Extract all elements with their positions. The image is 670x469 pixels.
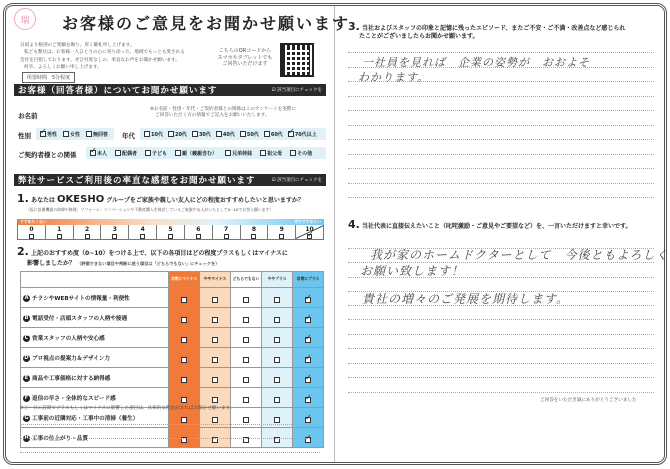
option-label: 配偶者 [122, 150, 138, 157]
checkbox[interactable] [181, 337, 187, 343]
checkbox[interactable] [29, 234, 34, 239]
gender-option-female[interactable] [63, 131, 80, 138]
handwritten-answer-4-line1: 我が家のホームドクターとして 今後ともよろしく [370, 248, 669, 262]
item-text: 営業スタッフの人柄や安心感 [32, 335, 105, 342]
scale-option-3[interactable] [101, 225, 129, 239]
section-title: 弊社サービスご利用後の率直な感想をお聞かせ願います [18, 176, 256, 186]
checkbox[interactable] [260, 150, 266, 156]
question-1 [17, 192, 304, 205]
checkbox[interactable] [305, 297, 311, 303]
gender-options [36, 128, 114, 140]
checkbox[interactable] [307, 234, 312, 239]
gender-label: 性別 [18, 132, 31, 140]
item-text: 商品や工事価格に対する納得感 [32, 375, 111, 382]
relation-option-child[interactable] [145, 150, 167, 157]
check-hint-text: 該当項目にチェックを [277, 178, 322, 183]
letter-badge: G [24, 414, 29, 421]
column-neutral: どちらでもない [231, 272, 262, 288]
table-row [21, 348, 324, 368]
checkbox[interactable] [243, 317, 249, 323]
age-label: 年代 [122, 132, 135, 140]
scale-value: 8 [251, 225, 256, 233]
item-text: 返信の早さ・全体的なスピード感 [32, 395, 116, 402]
answer-line[interactable] [348, 139, 654, 140]
question-number: 4. [348, 218, 360, 231]
privacy-note-line: ※お名前・性別・年代・ご契約者様との関係はこのアンケートを実際に [150, 107, 296, 112]
scale-option-10[interactable] [296, 225, 323, 239]
item-label [21, 368, 169, 388]
scale-option-7[interactable] [213, 225, 241, 239]
checkbox[interactable] [243, 377, 249, 383]
option-label: 男性 [47, 131, 58, 138]
answer-line[interactable] [20, 452, 320, 453]
intro-line: 私ども弊社は、お客様一人ひとりの心に寄り添った、地域でもっとも愛される [24, 50, 185, 56]
duration-badge: 所要時間 5分程度 [22, 72, 75, 83]
checkbox[interactable] [175, 150, 181, 156]
answer-line[interactable] [348, 377, 654, 378]
gender-option-male[interactable] [40, 131, 57, 138]
checkbox[interactable] [243, 417, 249, 423]
option-label: 祖父母 [267, 150, 283, 157]
checkbox[interactable] [168, 234, 173, 239]
checkbox[interactable] [112, 234, 117, 239]
checkbox[interactable] [274, 317, 280, 323]
scale-option-1[interactable] [46, 225, 74, 239]
option-label: 60代 [270, 131, 283, 138]
item-text: チラシやWEBサイトの情報量・利便性 [32, 295, 130, 302]
checkbox[interactable] [145, 150, 151, 156]
checkbox[interactable] [305, 357, 311, 363]
checkbox[interactable] [274, 417, 280, 423]
question-2 [17, 245, 288, 258]
checkbox[interactable] [305, 417, 311, 423]
rating-table-header [21, 272, 324, 288]
scale-value: 6 [196, 225, 201, 233]
age-option-40s[interactable] [216, 131, 235, 138]
letter-badge: E [24, 374, 29, 381]
handwritten-answer-4-line3: 貴社の増々のご発展を期待します。 [362, 292, 570, 306]
checkbox[interactable] [85, 234, 90, 239]
gender-option-none[interactable] [86, 131, 108, 138]
age-option-30s[interactable] [192, 131, 211, 138]
relation-options [86, 147, 326, 159]
thanks-note: ご回答をいただき誠にありがとうございました [540, 398, 637, 403]
table-row [21, 368, 324, 388]
age-option-20s[interactable] [168, 131, 187, 138]
checkbox[interactable] [181, 417, 187, 423]
option-label: 30代 [198, 131, 211, 138]
answer-line[interactable] [348, 319, 654, 320]
relation-label: ご契約者様との関係 [18, 151, 77, 159]
checkbox[interactable] [274, 297, 280, 303]
item-text: プロ視点の提案力＆デザイン力 [32, 355, 110, 362]
check-hint: ☑ 該当項目にチェックを [271, 178, 322, 183]
handwritten-answer-4-line2: お願い致します！ [360, 264, 465, 278]
intro-line: 会社を目指しております。ぜひ忖度なしの、率直なお声をお聞かせ願います。 [20, 57, 180, 63]
name-label: お名前 [18, 112, 38, 120]
relation-option-self[interactable] [90, 150, 107, 157]
checkbox[interactable] [224, 234, 229, 239]
item-text: 工事の仕上がり・品質 [32, 435, 88, 442]
answer-line[interactable] [348, 197, 654, 198]
checkbox[interactable] [305, 377, 311, 383]
page-title: お客様のご意見をお聞かせ願います [62, 14, 351, 33]
item-label [21, 348, 169, 368]
checkbox[interactable] [181, 377, 187, 383]
checkbox[interactable] [40, 131, 46, 137]
age-option-60s[interactable] [264, 131, 283, 138]
column-somewhat-positive: ややプラス [262, 272, 293, 288]
seal-stamp-icon: 瑞 [14, 8, 36, 30]
option-label: 女性 [70, 131, 81, 138]
question-text: 当社およびスタッフの印象と記憶に残ったエピソード、またご不安・ご不満・改善点など感じられ [361, 25, 626, 32]
blank-header [21, 272, 169, 288]
checkbox[interactable] [181, 397, 187, 403]
age-option-70s-plus[interactable] [288, 131, 317, 138]
answer-line[interactable] [348, 183, 654, 184]
qr-note-line: スマホやタブレットでも [217, 54, 273, 61]
checkbox[interactable] [274, 377, 280, 383]
letter-badge: A [24, 294, 29, 301]
answer-line[interactable] [348, 154, 654, 155]
checkbox[interactable] [140, 234, 145, 239]
intro-line: 日頃より格別のご愛顧を賜り、厚く御礼申し上げます。 [20, 43, 135, 48]
checkbox[interactable] [57, 234, 62, 239]
checkbox[interactable] [288, 131, 294, 137]
question-3-line2: たことがございましたらお聞かせ願います。 [359, 33, 479, 40]
qr-code-icon[interactable] [280, 43, 314, 77]
column-very-positive: 非常にプラス [293, 272, 324, 288]
checkbox[interactable] [212, 357, 218, 363]
intro-text [20, 42, 220, 72]
checkbox[interactable] [90, 150, 96, 156]
checkbox[interactable] [225, 150, 231, 156]
scale-value: 2 [84, 225, 90, 233]
answer-line[interactable] [348, 96, 654, 97]
checkbox[interactable] [115, 150, 121, 156]
option-label: 40代 [222, 131, 235, 138]
checkbox[interactable] [181, 317, 187, 323]
answer-line[interactable] [20, 438, 320, 439]
scale-options [17, 225, 324, 240]
checkbox[interactable] [212, 397, 218, 403]
relation-option-grandparent[interactable] [260, 150, 282, 157]
scale-option-8[interactable] [241, 225, 269, 239]
check-hint-text: 該当項目にチェックを [277, 88, 322, 93]
checkbox[interactable] [305, 397, 311, 403]
item-text: 電話受付・店頭スタッフの人柄や接遇 [32, 315, 128, 322]
qr-note-line: こちらのQRコードから [218, 48, 272, 54]
option-label: 兄弟姉妹 [232, 150, 253, 157]
checkbox[interactable] [305, 337, 311, 343]
question-text: あなたは [30, 197, 55, 204]
answer-line[interactable] [348, 363, 654, 364]
check-hint: ☑ 該当項目にチェックを [271, 88, 322, 93]
question-number: 1. [17, 192, 29, 205]
letter-badge: F [24, 394, 29, 401]
checkbox[interactable] [305, 317, 311, 323]
table-row [21, 308, 324, 328]
scale-high-label: ぜひすすめたい [294, 219, 321, 224]
question-4 [348, 218, 631, 231]
answer-line[interactable] [348, 348, 654, 349]
option-label: 50代 [246, 131, 259, 138]
item-label [21, 288, 169, 308]
scale-value: 3 [112, 225, 117, 233]
checkbox[interactable] [274, 357, 280, 363]
checkbox[interactable] [216, 131, 222, 137]
letter-badge: B [24, 314, 29, 321]
handwritten-answer-3-line1: 一社員を見れば 企業の姿勢が おおよそ [362, 56, 590, 69]
scale-value: 4 [140, 225, 145, 233]
checkbox[interactable] [212, 337, 218, 343]
answer-line[interactable] [348, 334, 654, 335]
scale-option-9[interactable] [268, 225, 296, 239]
option-label: 10代 [151, 131, 163, 138]
scale-option-6[interactable] [185, 225, 213, 239]
checkbox[interactable] [243, 337, 249, 343]
answer-line[interactable] [348, 52, 654, 53]
scale-option-2[interactable] [74, 225, 102, 239]
checkbox[interactable] [279, 234, 284, 239]
scale-value: 0 [29, 225, 34, 233]
answer-line[interactable] [348, 392, 654, 393]
checkbox[interactable] [212, 377, 218, 383]
age-option-50s[interactable] [240, 131, 259, 138]
section-title: お客様（回答者様）についてお聞かせ願います [18, 86, 218, 96]
privacy-note [150, 107, 296, 119]
qr-note [215, 48, 275, 68]
scale-value: 5 [168, 225, 173, 233]
question-number: 3. [348, 20, 360, 33]
answer-line[interactable] [348, 168, 654, 169]
checkbox[interactable] [290, 150, 296, 156]
checkbox[interactable] [243, 357, 249, 363]
age-options [140, 128, 326, 140]
option-label: 無回答 [93, 131, 109, 138]
relation-option-sibling[interactable] [225, 150, 252, 157]
rating-table [20, 271, 324, 448]
option-label: 本人 [97, 150, 108, 157]
name-field[interactable] [62, 106, 162, 120]
checkbox[interactable] [274, 337, 280, 343]
question-1-note: （仮に設備機器の故障や修理、リフォーム・リノベーションや不動産購入を検討しているご家族や友人がいたとして0~10でお答え願います） [26, 207, 274, 212]
checkbox[interactable] [212, 417, 218, 423]
item-label [21, 328, 169, 348]
relation-option-other[interactable] [290, 150, 312, 157]
scale-low-label: すすめたくない [20, 219, 47, 224]
checkbox[interactable] [86, 131, 92, 137]
item-text: 工事前の近隣対応・工事中の清掃（養生） [32, 415, 139, 422]
scale-option-5[interactable] [157, 225, 185, 239]
letter-badge: D [24, 354, 29, 361]
column-very-negative: 非常にマイナス [169, 272, 200, 288]
checkbox[interactable] [192, 131, 198, 137]
option-label: 親（義親含む） [182, 150, 218, 157]
letter-badge: C [24, 334, 29, 341]
relation-option-spouse[interactable] [115, 150, 137, 157]
intro-line: 何卒、よろしくお願い申し上げます。 [24, 65, 102, 71]
item-label [21, 388, 169, 408]
option-label: その他 [297, 150, 313, 157]
section-header-customer [14, 84, 326, 96]
letter-badge: H [24, 434, 29, 441]
table-row [21, 388, 324, 408]
checkbox[interactable] [196, 234, 201, 239]
question-text: グループをご家族や親しい友人にどの程度おすすめしたいと思いますか？ [106, 197, 304, 204]
option-label: 子ども [152, 150, 168, 157]
question-text: 当社代表に直接伝えたいこと（叱咤激励・ご意見やご要望など）を、一言いただけますと幸いです。 [361, 223, 632, 230]
checkbox[interactable] [274, 397, 280, 403]
scale-option-4[interactable] [129, 225, 157, 239]
scale-value: 9 [279, 225, 284, 233]
checkbox[interactable] [212, 317, 218, 323]
section-header-service [14, 174, 326, 186]
scale-value: 1 [57, 225, 62, 233]
option-label: 70代以上 [294, 131, 317, 138]
column-divider [334, 6, 335, 462]
question-number: 2. [17, 245, 29, 258]
age-option-10s[interactable] [144, 131, 163, 138]
checkbox[interactable] [63, 131, 69, 137]
table-row [21, 288, 324, 308]
answer-line[interactable] [20, 424, 320, 425]
question-2-line2 [27, 258, 219, 267]
checkbox[interactable] [144, 131, 150, 137]
checkbox[interactable] [251, 234, 256, 239]
option-label: 20代 [174, 131, 187, 138]
recommend-scale [17, 219, 324, 240]
column-somewhat-negative: ややマイナス [200, 272, 231, 288]
brand-name: OKESHO [57, 194, 105, 205]
table-row [21, 328, 324, 348]
privacy-note-line: ご回答いただく方の情報でご記入をお願いいたします。 [155, 113, 270, 118]
handwritten-answer-3-line2: わかります。 [358, 71, 430, 84]
relation-option-parent[interactable] [175, 150, 217, 157]
checkbox[interactable] [243, 397, 249, 403]
question-text: 影響しましたか？ [27, 260, 76, 267]
answer-line[interactable] [348, 125, 654, 126]
checkbox[interactable] [181, 297, 187, 303]
checkbox[interactable] [243, 297, 249, 303]
checkbox[interactable] [240, 131, 246, 137]
checkbox[interactable] [168, 131, 174, 137]
item-label [21, 308, 169, 328]
answer-line[interactable] [348, 110, 654, 111]
scale-value: 7 [224, 225, 229, 233]
checkbox[interactable] [264, 131, 270, 137]
checkbox[interactable] [212, 297, 218, 303]
question-2-note: （評価できない項目や判断に迷う項目は「どちらでもない」にチェックを） [77, 261, 220, 266]
checkbox[interactable] [181, 357, 187, 363]
qr-note-line: ご回答いただけます [222, 61, 268, 68]
q2-footnote: ※Ⓐ～Ⓗの設問でプラスもしくはマイナスに影響した項目は、具体的な理由があればお聞かせ願います。 [20, 406, 235, 411]
question-text: 上記のおすすめ度（0~10）をつける上で、以下の各項目はどの程度プラスもしくはマイナスに [30, 250, 288, 257]
scale-option-0[interactable] [18, 225, 46, 239]
